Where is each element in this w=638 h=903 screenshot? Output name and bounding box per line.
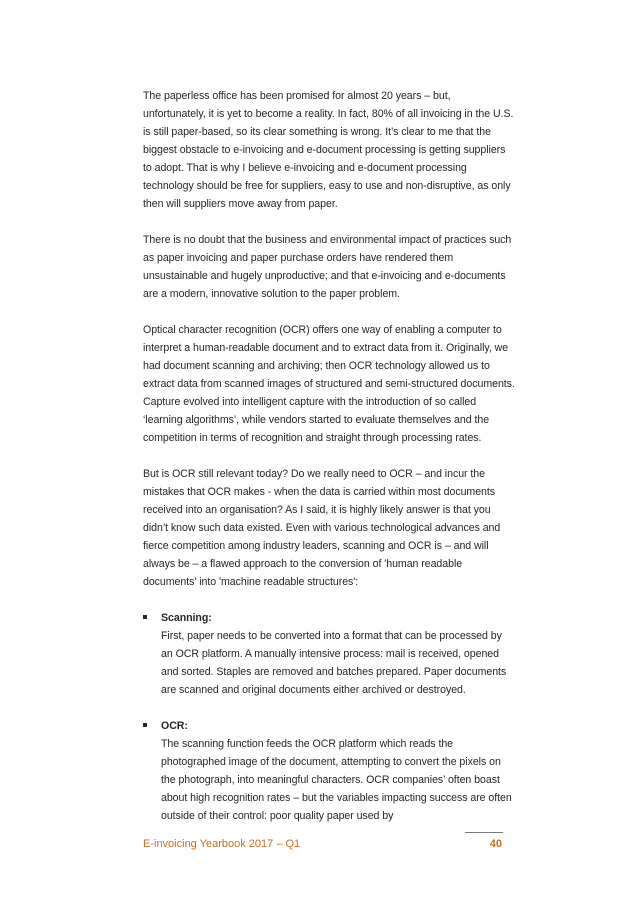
paragraph: But is OCR still relevant today? Do we really need to OCR – and incur the mistakes that OCR makes - when the data is carried within most documents received into an organisation? As I said, it is highly likely answer is that you didn’t know such data existed. Even with various technological advances and fierce competition among industry leaders, scanning and OCR is – and will always be – a flawed approach to the conversion of 'human readable documents' into 'machine readable structures': bbox=[143, 468, 501, 588]
bullet-text: First, paper needs to be converted into a format that can be processed by an OCR platform. A manually intensive process: mail is received, opened and sorted. Staples are removed and batches prepared. Paper documents are scanned and original documents either archived or destroyed. bbox=[161, 630, 507, 696]
bullet-item-scanning bbox=[143, 609, 515, 699]
bullet-title: OCR: bbox=[161, 720, 188, 732]
square-bullet-icon bbox=[143, 615, 147, 619]
footer-divider bbox=[465, 832, 503, 833]
paragraph: The paperless office has been promised for almost 20 years – but, unfortunately, it is yet to become a reality. In fact, 80% of all invoicing in the U.S. is still paper-based, so its clear something is wrong. It’s clear to me that the biggest obstacle to e-invoicing and e-document processing is getting suppliers to adopt. That is why I believe e-invoicing and e-document processing technology should be free for suppliers, easy to use and non-disruptive, as only then will suppliers move away from paper. bbox=[143, 90, 514, 210]
footer-publication: E-invoicing Yearbook 2017 – Q1 bbox=[143, 838, 301, 850]
paragraph: Optical character recognition (OCR) offers one way of enabling a computer to interpret a human-readable document and to extract data from it. Originally, we had document scanning and archiving; then OCR technology allowed us to extract data from scanned images of structured and semi-structured documents. Capture evolved into intelligent capture with the introduction of so called ‘learning algorithms’, while vendors started to evaluate themselves and the competition in terms of recognition and straight through processing rates. bbox=[143, 324, 515, 444]
bullet-item-ocr bbox=[143, 717, 515, 825]
bullet-text: The scanning function feeds the OCR platform which reads the photographed image of the document, attempting to convert the pixels on the photograph, into meaningful characters. OCR companies’ often boast about high recognition rates – but the variables impacting success are often outside of their control: poor quality paper used by bbox=[161, 738, 512, 822]
bullet-title: Scanning: bbox=[161, 612, 212, 624]
paragraph: There is no doubt that the business and environmental impact of practices such as paper invoicing and paper purchase orders have rendered them unsustainable and hugely unproductive; and that e-invoicing and e-documents are a modern, innovative solution to the paper problem. bbox=[143, 234, 512, 300]
square-bullet-icon bbox=[143, 723, 147, 727]
article-body bbox=[143, 87, 515, 843]
page-number: 40 bbox=[489, 838, 502, 850]
